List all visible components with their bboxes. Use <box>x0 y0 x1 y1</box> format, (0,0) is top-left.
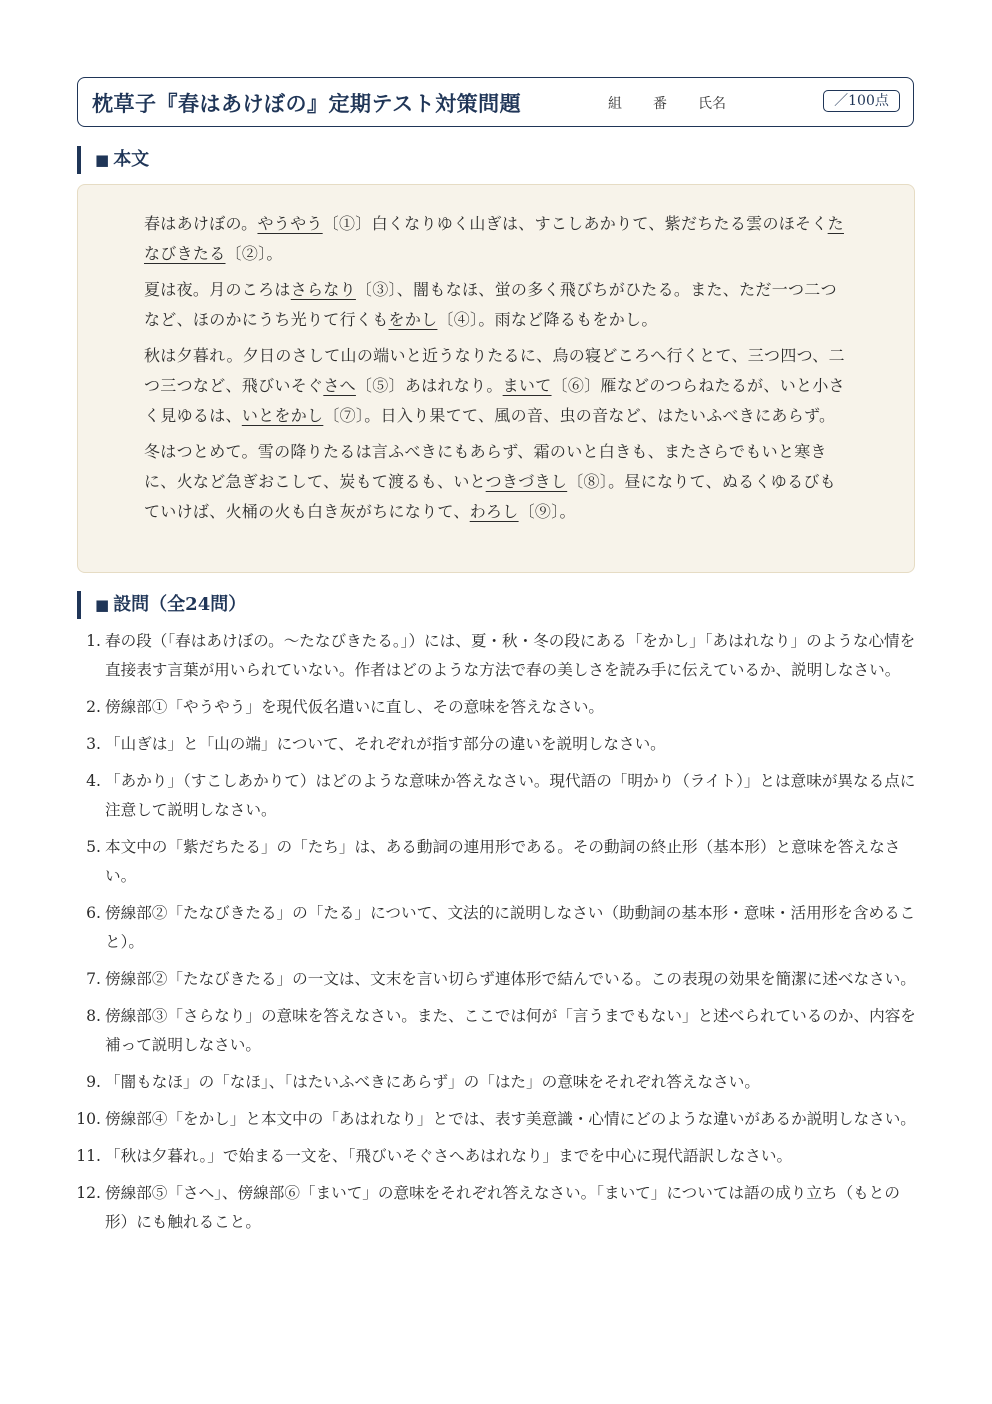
name-label: 氏名 <box>698 96 726 112</box>
question-number: 3. <box>86 735 101 753</box>
question-number: 7. <box>86 970 101 988</box>
question-item <box>77 627 917 685</box>
text-segment: 〔①〕白くなりゆく山ぎは、すこしあかりて、紫だちたる雲のほそく <box>322 214 828 233</box>
text-segment: 〔②〕。 <box>225 244 283 263</box>
question-text: 「秋は夕暮れ。」で始まる一文を、「飛びいそぐさへあはれなり」までを中心に現代語訳しなさい。 <box>105 1147 793 1165</box>
question-number: 2. <box>86 698 101 716</box>
underlined-phrase: をかし <box>388 310 438 329</box>
question-item <box>77 1179 917 1237</box>
underlined-phrase: つきづきし <box>485 472 568 491</box>
underlined-phrase: たなびきたる <box>144 214 844 263</box>
text-segment: 〔⑤〕あはれなり。 <box>355 376 503 395</box>
question-text: 本文中の「紫だちたる」の「たち」は、ある動詞の連用形である。その動詞の終止形（基本形）と意味を答えなさい。 <box>105 838 901 885</box>
question-text: 傍線部⑤「さへ」、傍線部⑥「まいて」の意味をそれぞれ答えなさい。「まいて」については語の成り立ち（もとの形）にも触れること。 <box>105 1184 900 1231</box>
text-segment: 冬はつとめて。雪の降りたるは言ふべきにもあらず、霜のいと白きも、またさらでもいと寒きに、火など急ぎおこして、炭もて渡るも、いと <box>144 442 827 491</box>
class-label: 組 <box>608 96 622 112</box>
text-segment: 秋は夕暮れ。夕日のさして山の端いと近うなりたるに、烏の寝どころへ行くとて、三つ四つ、二つ三つなど、飛びいそぐ <box>144 346 845 395</box>
text-segment: 〔⑦〕。日入り果てて、風の音、虫の音など、はたいふべきにあらず。 <box>323 406 836 425</box>
question-item <box>77 1142 917 1171</box>
question-text: 傍線部④「をかし」と本文中の「あはれなり」とでは、表す美意識・心情にどのような違いがあるか説明しなさい。 <box>105 1110 916 1128</box>
question-text: 傍線部①「やうやう」を現代仮名遣いに直し、その意味を答えなさい。 <box>105 698 605 716</box>
main-text-box <box>77 184 915 573</box>
underlined-phrase: さらなり <box>290 280 356 299</box>
question-number: 8. <box>86 1007 101 1025</box>
question-number: 5. <box>86 838 101 856</box>
underlined-phrase: いとをかし <box>241 406 324 425</box>
question-number: 6. <box>86 904 101 922</box>
text-segment: 夏は夜。月のころは <box>144 280 291 299</box>
header-box <box>77 77 914 127</box>
section-heading-text: 設問（全24問） <box>113 594 247 615</box>
text-segment: 春はあけぼの。 <box>144 214 258 233</box>
text-segment: 〔③〕、闇もなほ、蛍の多く飛びちがひたる。また、ただ一つ二つなど、ほのかにうち光りて行くも <box>144 280 837 329</box>
question-list <box>77 627 917 1245</box>
question-number: 10. <box>76 1110 101 1128</box>
question-number: 12. <box>76 1184 101 1202</box>
question-number: 1. <box>86 632 101 650</box>
question-text: 春の段（「春はあけぼの。〜たなびきたる。」）には、夏・秋・冬の段にある「をかし」「あはれなり」のような心情を直接表す言葉が用いられていない。作者はどのような方法で春の美しさを読み手に伝えているか、説明しなさい。 <box>105 632 916 679</box>
question-text: 「山ぎは」と「山の端」について、それぞれが指す部分の違いを説明しなさい。 <box>105 735 666 753</box>
underlined-phrase: やうやう <box>257 214 323 233</box>
question-text: 傍線部②「たなびきたる」の「たる」について、文法的に説明しなさい（助動詞の基本形・意味・活用形を含めること）。 <box>105 904 916 951</box>
question-text: 傍線部②「たなびきたる」の一文は、文末を言い切らず連体形で結んでいる。この表現の効果を簡潔に述べなさい。 <box>105 970 916 988</box>
question-text: 「闇もなほ」の「なほ」、「はたいふべきにあらず」の「はた」の意味をそれぞれ答えなさい。 <box>105 1073 760 1091</box>
main-text-paragraph <box>144 209 852 269</box>
question-number: 11. <box>76 1147 101 1165</box>
question-item <box>77 693 917 722</box>
underlined-phrase: わろし <box>469 502 519 521</box>
question-item <box>77 965 917 994</box>
square-bullet-icon: ■ <box>95 596 110 614</box>
section-heading-text: 本文 <box>113 149 150 170</box>
section-heading-questions <box>77 591 246 619</box>
score-box: ／100点 <box>823 90 900 112</box>
question-item <box>77 899 917 957</box>
main-text-paragraph <box>144 341 852 431</box>
question-text: 傍線部③「さらなり」の意味を答えなさい。また、ここでは何が「言うまでもない」と述べられているのか、内容を補って説明しなさい。 <box>105 1007 916 1054</box>
question-number: 4. <box>86 772 101 790</box>
main-text-paragraph <box>144 437 852 527</box>
underlined-phrase: まいて <box>502 376 552 395</box>
main-text-paragraph <box>144 275 852 335</box>
question-item <box>77 1105 917 1134</box>
question-item <box>77 833 917 891</box>
question-item <box>77 767 917 825</box>
question-text: 「あかり」（すこしあかりて）はどのような意味か答えなさい。現代語の「明かり（ライト）」とは意味が異なる点に注意して説明しなさい。 <box>105 772 916 819</box>
underlined-phrase: さへ <box>323 376 356 395</box>
question-item <box>77 730 917 759</box>
text-segment: 〔⑨〕。 <box>518 502 576 521</box>
text-segment: 〔⑧〕。昼になりて、ぬるくゆるびもていけば、火桶の火も白き灰がちになりて、 <box>144 472 836 521</box>
text-segment: 〔⑥〕雁などのつらねたるが、いと小さく見ゆるは、 <box>144 376 845 425</box>
question-item <box>77 1068 917 1097</box>
worksheet-title: 枕草子『春はあけぼの』定期テスト対策問題 <box>92 91 522 116</box>
question-item <box>77 1002 917 1060</box>
student-number-label: 番 <box>653 96 667 112</box>
section-heading-honbun <box>77 146 149 174</box>
text-segment: 〔④〕。雨など降るもをかし。 <box>437 310 658 329</box>
question-number: 9. <box>86 1073 101 1091</box>
square-bullet-icon: ■ <box>95 151 110 169</box>
